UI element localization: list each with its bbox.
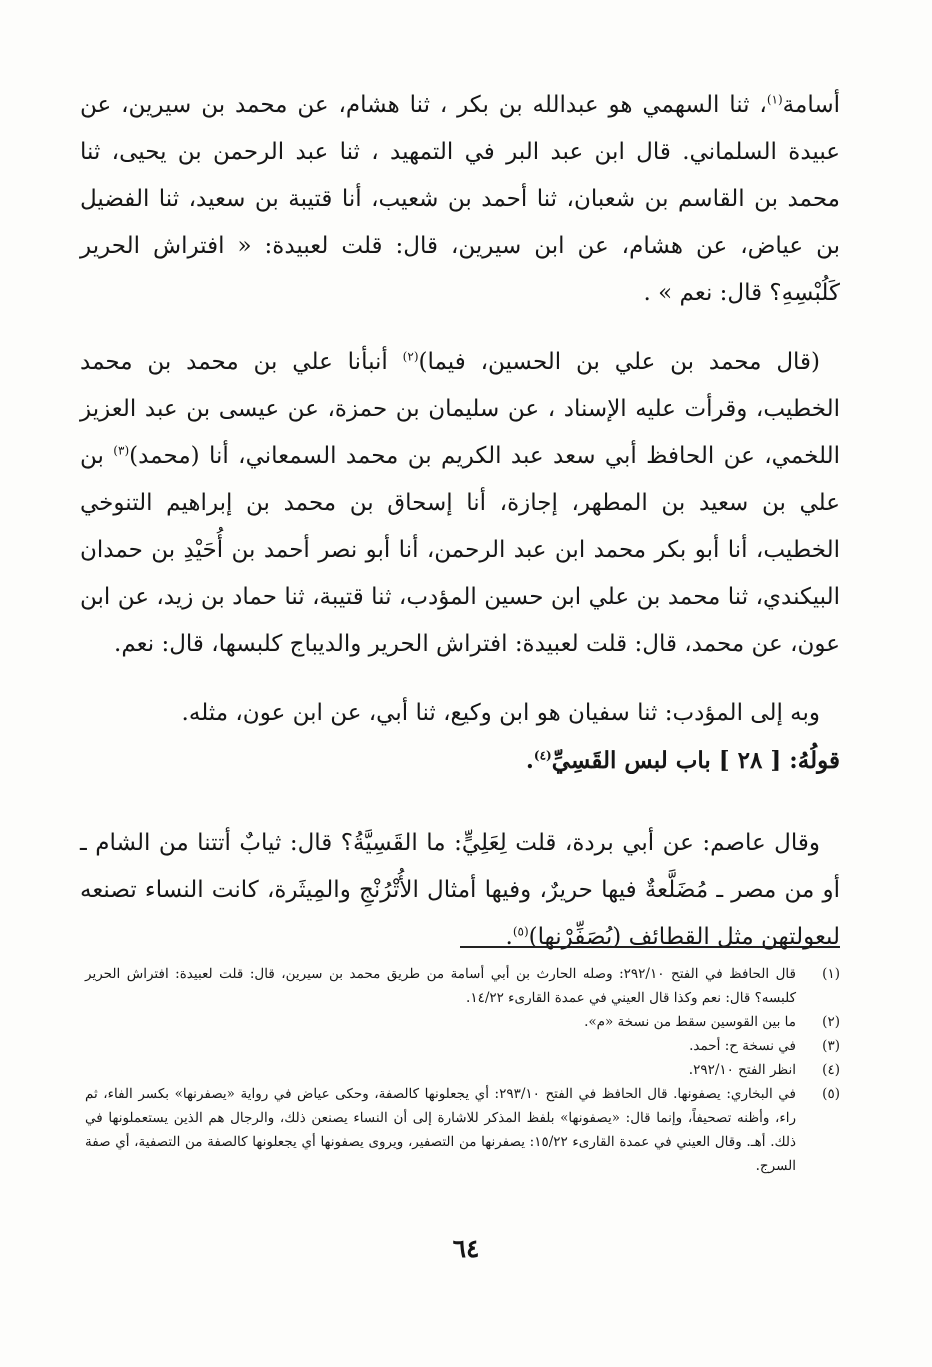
footnotes — [85, 962, 840, 1178]
main-text — [80, 82, 840, 961]
paragraph — [80, 82, 840, 317]
page-number: ٦٤ — [452, 1234, 480, 1263]
footnote-number: (١) — [822, 966, 840, 982]
footnote-text: في نسخة ح: أحمد. — [689, 1038, 796, 1054]
footnote — [85, 1082, 840, 1178]
text-run: . — [505, 924, 513, 950]
footnote-ref-1: (١) — [766, 92, 783, 107]
footnote-ref-4: (٤) — [533, 748, 552, 763]
footnote-number: (٣) — [822, 1038, 840, 1054]
footnote-number: (٥) — [822, 1086, 840, 1102]
footnote — [85, 962, 840, 1010]
text-run: أنبأنا علي بن محمد بن محمد الخطيب، وقرأت عليه الإسناد ، عن سليمان بن حمزة، عن عيسى بن عبد العزيز اللخمي، عن الحافظ أبي سعد عبد الكريم بن محمد السمعاني، أنا (محمد) — [80, 349, 840, 469]
footnote-ref-3: (٣) — [113, 443, 130, 458]
text-run: . — [525, 747, 534, 774]
chapter-heading — [80, 737, 840, 784]
footnote — [85, 1058, 840, 1082]
footnote-ref-5: (٥) — [512, 924, 529, 939]
text-run: ، ثنا السهمي هو عبدالله بن بكر ، ثنا هشام، عن محمد بن سيرين، عن عبيدة السلماني. قال ابن عبد البر في التمهيد ، ثنا عبد الرحمن بن يحيى، ثنا محمد بن القاسم بن شعبان، ثنا أحمد بن شعيب، أنا قتيبة بن سعيد، ثنا الفضيل بن عياض، عن هشام، عن ابن سيرين، قال: قلت لعبيدة: « افتراش الحرير كَلُبْسِهِ؟ قال: نعم » . — [80, 92, 840, 306]
text-run: أسامة — [782, 92, 840, 118]
text-run: وقال عاصم: عن أبي بردة، قلت لِعَلِيٍّ: ما القَسِيَّةُ؟ قال: ثيابٌ أتتنا من الشام ـ أو من مصر ـ مُضَلَّعةٌ فيها حريرٌ، وفيها أمثال الأُتْرُنْجِ والمِيثَرة، كانت النساء تصنعه لبعولتهن مثل القطائف (يُصَفِّرْنها) — [80, 830, 840, 950]
text-run: وبه إلى المؤدب: ثنا سفيان هو ابن وكيع، ثنا أبي، عن ابن عون، مثله. — [181, 700, 820, 726]
footnote-text: ما بين القوسين سقط من نسخة «م». — [584, 1014, 796, 1030]
footnote-number: (٢) — [822, 1014, 840, 1030]
text-run: بن علي بن سعيد بن المطهر، إجازة، أنا إسحاق بن محمد بن إبراهيم التنوخي الخطيب، أنا أبو بكر محمد ابن عبد الرحمن، أنا أبو نصر أحمد بن أُحَيْدِ بن حمدان البيكندي، ثنا محمد بن علي ابن حسين المؤدب، ثنا قتيبة، ثنا حماد بن زيد، عن ابن عون، عن محمد، قال: قلت لعبيدة: افتراش الحرير والديباج كلبسها، قال: نعم. — [80, 443, 840, 657]
footnote — [85, 1034, 840, 1058]
footnote-text: في البخاري: يصفونها. قال الحافظ في الفتح ٢٩٣/١٠: أي يجعلونها كالصفة، وحكى عياض في رواية «يصفرنها» بكسر الفاء، ثم راء، وأظنه تصحيفاً، وإنما قال: «يصفونها» بلفظ المذكر للاشارة إلى أن النساء يصنعن ذلك، والرجال هم الذين يستعملونها في ذلك. أهـ. وقال العيني في عمدة القارىء ١٥/٢٢: يصفرنها من التصفير، ويروى يصفونها أي يجعلونها كالصفة من التصفية، أي صفة السرج. — [85, 1086, 796, 1174]
footnote-divider — [460, 946, 840, 948]
paragraph — [80, 690, 840, 737]
footnote-text: قال الحافظ في الفتح ٢٩٢/١٠: وصله الحارث بن أبي أسامة من طريق محمد بن سيرين، قال: قلت لعبيدة: افتراش الحرير كلبسه؟ قال: نعم وكذا قال العيني في عمدة القارىء ١٤/٢٢. — [85, 966, 796, 1006]
footnote-text: انظر الفتح ٢٩٢/١٠. — [688, 1062, 796, 1078]
footnote-ref-2: (٢) — [402, 349, 419, 364]
paragraph — [80, 339, 840, 668]
paragraph — [80, 820, 840, 961]
footnote — [85, 1010, 840, 1034]
text-run: (قال محمد بن علي بن الحسين، فيما) — [418, 349, 821, 375]
text-run: قولُهُ: [ ٢٨ ] باب لبس القَسِيِّ — [551, 747, 840, 774]
footnote-number: (٤) — [822, 1062, 840, 1078]
